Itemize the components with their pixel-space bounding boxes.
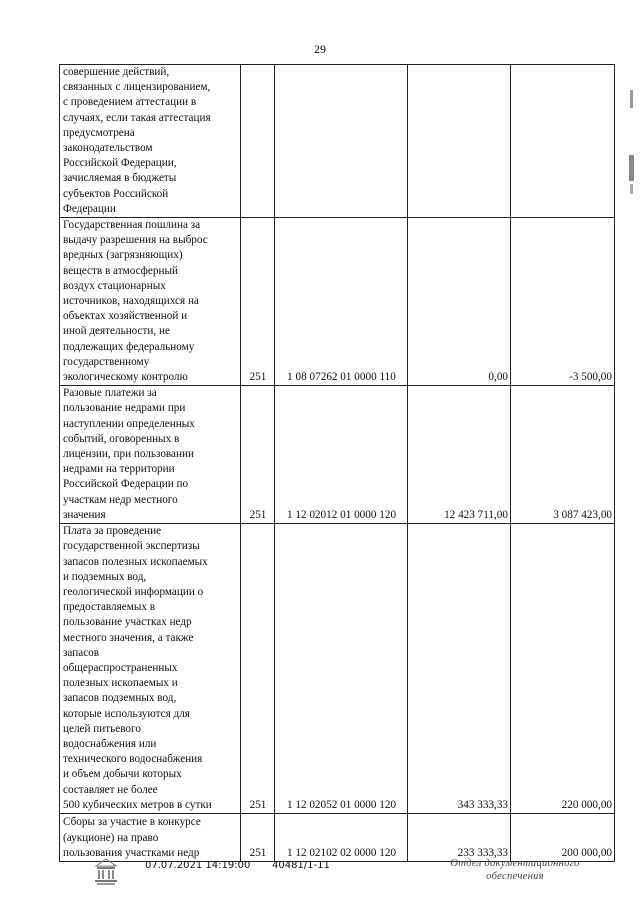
page-number: 29	[314, 42, 326, 56]
income-name: Сборы за участие в конкурсе (аукционе) на право пользования участками недр	[60, 813, 241, 861]
income-name: Плата за проведение государственной экспертизы запасов полезных ископаемых и подземных вод, геологической информации о предоставляемых в пользование участках недр местного значения, а также запасов общераспространенных полезных ископаемых и запасов подземных вод, которые используются для целей питьевого водоснабжения или технического водоснабжения и объем добычи которых составляет не более 500 кубических метров в сутки	[60, 524, 241, 814]
admin-code: 251	[241, 218, 275, 386]
table-row	[60, 65, 615, 218]
budget-classification-code: 1 08 07262 01 0000 110	[275, 218, 408, 386]
table-row	[60, 813, 615, 861]
income-name: Государственная пошлина за выдачу разрешения на выброс вредных (загрязняющих) веществ в атмосферный воздух стационарных источников, находящихся на объектах хозяйственной и иной деятельности, не подлежащих федеральному государственному экологическому контролю	[60, 218, 241, 386]
amount-plan	[408, 65, 511, 218]
amount-plan: 0,00	[408, 218, 511, 386]
budget-classification-code: 1 12 02012 01 0000 120	[275, 386, 408, 524]
amount-plan: 12 423 711,00	[408, 386, 511, 524]
document-number: 40481/1-11	[272, 860, 330, 871]
table-row	[60, 524, 615, 814]
amount-plan: 233 333,33	[408, 813, 511, 861]
table-row	[60, 218, 615, 386]
duma-emblem-icon	[92, 857, 120, 887]
department-stamp-text: Отдел документационного обеспечения	[450, 858, 580, 882]
amount-actual: 200 000,00	[511, 813, 615, 861]
registration-date: 07.07.2021 14:19:00	[145, 860, 251, 871]
budget-classification-code: 1 12 02052 01 0000 120	[275, 524, 408, 814]
amount-actual: 220 000,00	[511, 524, 615, 814]
admin-code: 251	[241, 813, 275, 861]
admin-code: 251	[241, 524, 275, 814]
amount-plan: 343 333,33	[408, 524, 511, 814]
budget-classification-code: 1 12 02102 02 0000 120	[275, 813, 408, 861]
amount-actual: 3 087 423,00	[511, 386, 615, 524]
income-name: совершение действий, связанных с лицензированием, с проведением аттестации в случаях, если такая аттестация предусмотрена законодательством Российской Федерации, зачисляемая в бюджеты субъектов Российской Федерации	[60, 65, 241, 218]
revenue-table	[59, 64, 615, 862]
department-stamp	[440, 857, 590, 883]
amount-actual	[511, 65, 615, 218]
admin-code: 251	[241, 386, 275, 524]
budget-classification-code	[275, 65, 408, 218]
page-footer	[0, 857, 640, 897]
scan-edge-mark	[624, 60, 636, 220]
amount-actual: -3 500,00	[511, 218, 615, 386]
income-name: Разовые платежи за пользование недрами при наступлении определенных событий, оговоренных в лицензии, при пользовании недрами на территории Российской Федерации по участкам недр местного значения	[60, 386, 241, 524]
admin-code	[241, 65, 275, 218]
table-row	[60, 386, 615, 524]
